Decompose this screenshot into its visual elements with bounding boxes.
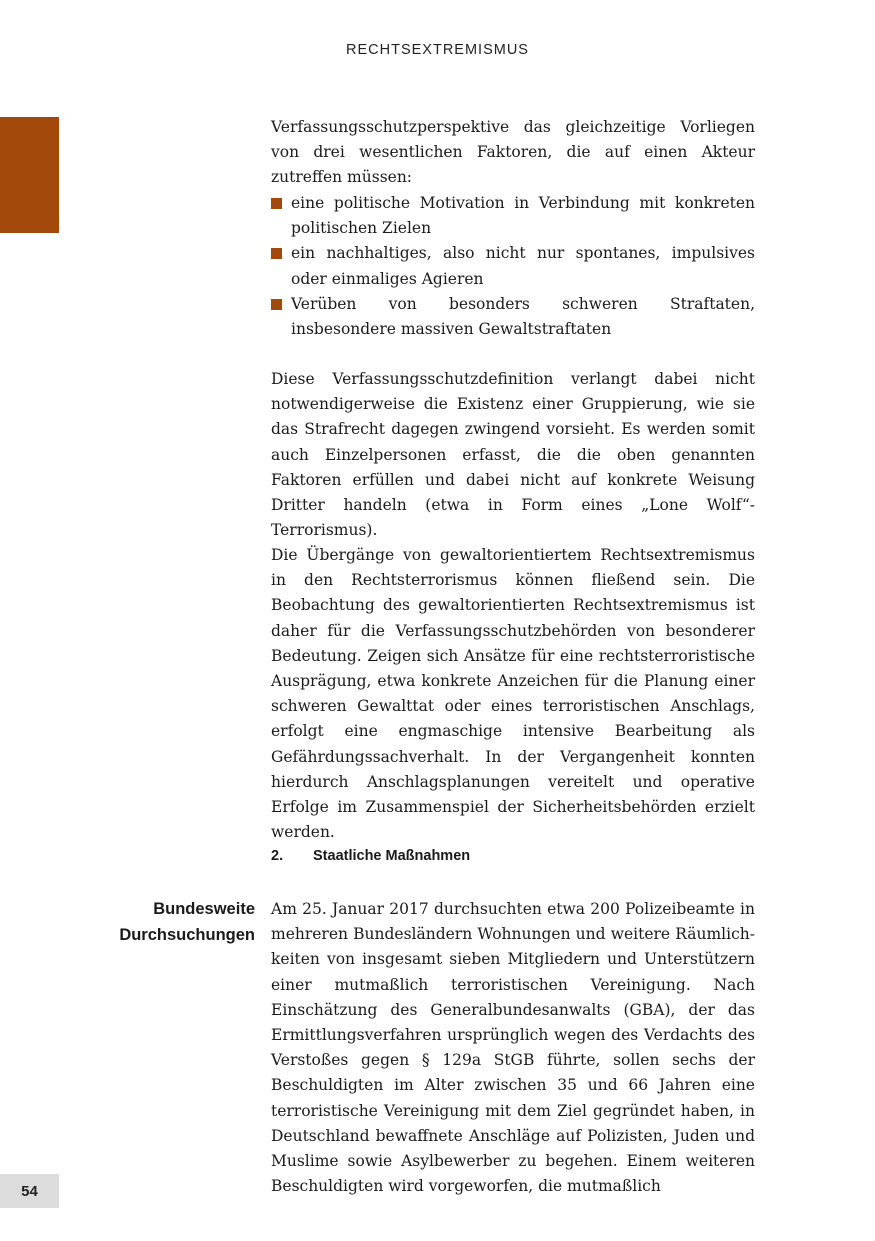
- transition-block: [271, 543, 755, 845]
- list-item: [271, 241, 755, 291]
- body-paragraph: Die Übergänge von gewaltorientiertem Rechtsextremismus in den Rechtsterrorismus können fließend sein. Die Beobachtung des gewaltorientierten Rechtsextremismus ist daher für die Verfassungsschutzbehörden von besonderer Bedeutung. Zeigen sich Ansätze für eine rechtsterroristische Ausprägung, etwa konkrete Anzeichen für die Planung einer schweren Gewalttat oder eines terroristischen Anschlags, erfolgt eine engmaschige intensive Bearbeitung als Gefährdungssachverhalt. In der Vergangenheit konnten hierdurch Anschlagsplanungen vereitelt und operative Erfolge im Zusammenspiel der Sicherheitsbehörden erzielt werden.: [271, 546, 755, 842]
- marginal-note: [119, 897, 255, 948]
- section-title: Staatliche Maßnahmen: [313, 848, 471, 864]
- list-item: [271, 292, 755, 342]
- section-number: 2.: [271, 848, 284, 864]
- chapter-accent-bar: [0, 117, 59, 233]
- list-item-text: eine politische Motivation in Verbindung mit konkreten politischen Zielen: [291, 194, 755, 238]
- list-item: [271, 191, 755, 241]
- definition-block: [271, 367, 755, 543]
- running-header: RECHTSEXTREMISMUS: [346, 42, 529, 58]
- factor-list: [271, 191, 755, 342]
- marginal-note-line: Bundesweite: [153, 900, 255, 918]
- search-block: [271, 897, 755, 1199]
- marginal-note-line: Durchsuchungen: [119, 925, 255, 944]
- body-paragraph: Diese Verfassungsschutzdefinition verlangt dabei nicht notwendigerweise die Existenz einer Gruppierung, wie sie das Strafrecht dagegen zwingend vorsieht. Es werden somit auch Einzelpersonen erfasst, die die oben genannten Faktoren erfüllen und dabei nicht auf konkrete Weisung Dritter handeln (etwa in Form eines „Lone Wolf“-Terrorismus).: [271, 370, 755, 540]
- intro-block: [271, 115, 755, 191]
- page-number-box: [0, 1174, 59, 1208]
- square-bullet-icon: [271, 248, 282, 259]
- intro-paragraph: Verfassungsschutzperspektive das gleichzeitige Vorliegen von drei wesentlichen Faktoren, die auf einen Akteur zutreffen müssen:: [271, 118, 755, 187]
- list-item-text: Verüben von besonders schweren Straftaten, insbesondere massiven Gewaltstraftaten: [291, 294, 755, 339]
- page-number: 54: [21, 1182, 38, 1200]
- section-heading: [271, 848, 470, 864]
- list-item-text: ein nachhaltiges, also nicht nur spontanes, impulsives oder einmaliges Agieren: [291, 244, 755, 288]
- body-paragraph: Am 25. Januar 2017 durchsuchten etwa 200 Polizeibeamte in mehreren Bundesländern Wohnungen und weitere Räumlichkeiten von insgesamt sieben Mitgliedern und Unterstützern einer mutmaßlich terroristischen Vereinigung. Nach Einschätzung des Generalbundesanwalts (GBA), der das Ermittlungsverfahren ursprünglich wegen des Verdachts des Verstoßes gegen § 129a StGB führte, sollen sechs der Beschuldigten im Alter zwischen 35 und 66 Jahren eine terroristische Vereinigung mit dem Ziel gegründet haben, in Deutschland bewaffnete Anschläge auf Polizisten, Juden und Muslime sowie Asylbewerber zu begehen. Einem weiteren Beschuldigten wird vorgeworfen, die mutmaßlich: [271, 900, 755, 1196]
- square-bullet-icon: [271, 198, 282, 209]
- factor-list-block: [271, 191, 755, 342]
- square-bullet-icon: [271, 299, 282, 310]
